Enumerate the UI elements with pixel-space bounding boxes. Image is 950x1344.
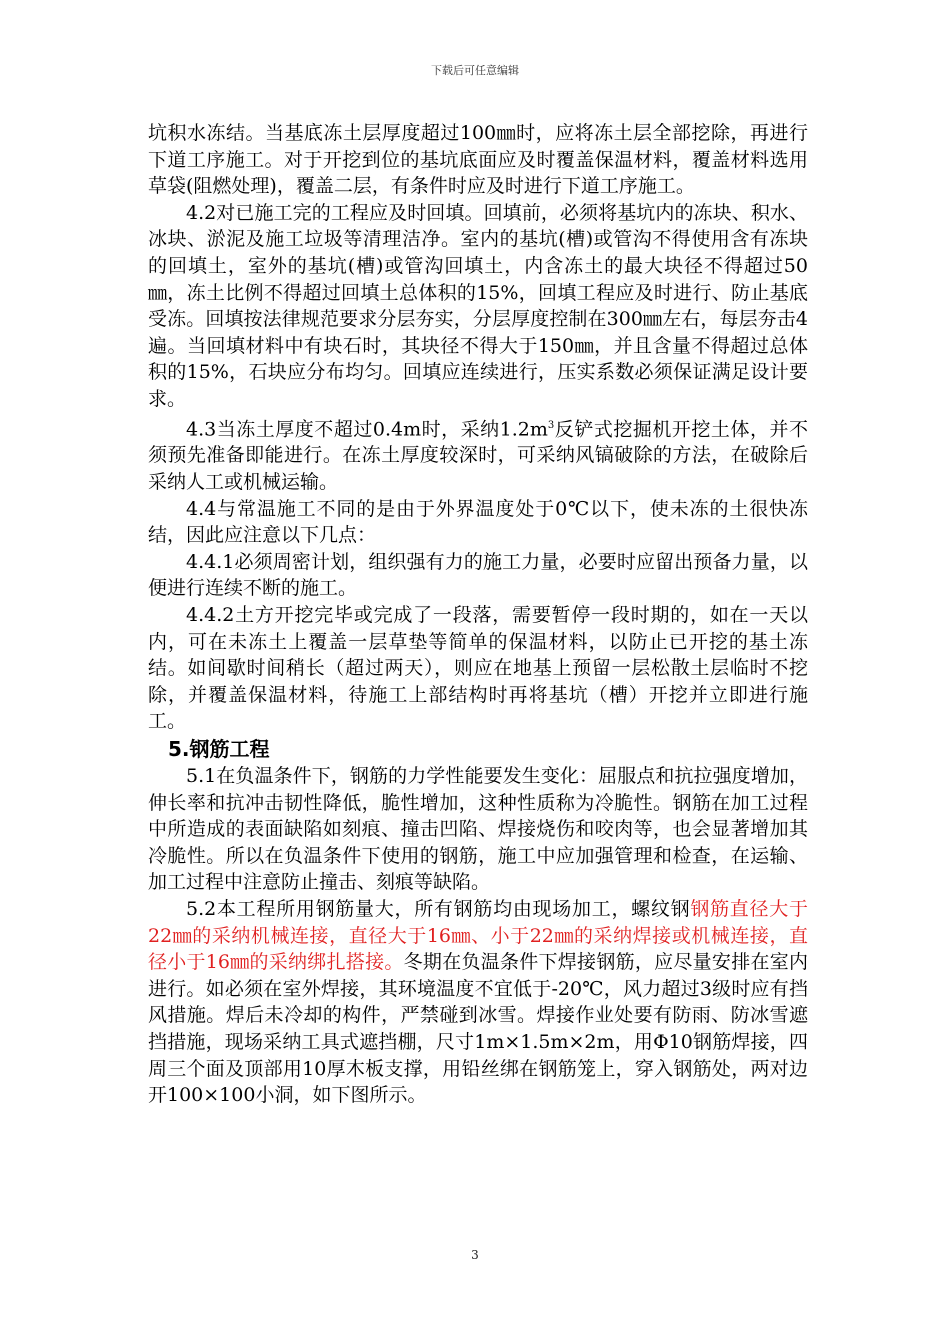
paragraph-5-2	[148, 896, 808, 1109]
paragraph-4-3-part2: 反铲式挖掘机开挖土体，并不须预先准备即能进行。在冻土厚度较深时，可采纳风镐破除的方法，在破除后采纳人工或机械运输。	[148, 417, 808, 494]
paragraph-4-3	[148, 413, 808, 496]
section-heading-5: 5.钢筋工程	[168, 736, 270, 761]
page-number: 3	[471, 1248, 479, 1262]
superscript-3: 3	[547, 419, 555, 431]
paragraph-4-3-part1: 4.3当冻土厚度不超过0.4m时，采纳1.2m	[186, 417, 548, 440]
page-header: 下载后可任意编辑	[431, 64, 519, 77]
document-body	[148, 120, 808, 1109]
highlighted-text: 钢筋直径大于22㎜的采纳机械连接，直径大于16㎜、小于22㎜的采纳焊接或机械连接，直径小于16㎜的采纳绑扎搭接。	[148, 897, 808, 974]
paragraph-5-2-part2: 冬期在负温条件下焊接钢筋，应尽量安排在室内进行。如必须在室外焊接，其环境温度不宜低于-20℃，风力超过3级时应有挡风措施。焊后未冷却的构件，严禁碰到冰雪。焊接作业处要有防雨、防冰雪遮挡措施，现场采纳工具式遮挡棚，尺寸1m×1.5m×2m，用Φ10钢筋焊接，四周三个面及顶部用10厚木板支撑，用铅丝绑在钢筋笼上，穿入钢筋处，两对边开100×100小洞，如下图所示。	[148, 951, 808, 1107]
paragraph-5-1: 5.1在负温条件下，钢筋的力学性能要发生变化：屈服点和抗拉强度增加，伸长率和抗冲击韧性降低，脆性增加，这种性质称为冷脆性。钢筋在加工过程中所造成的表面缺陷如刻痕、撞击凹陷、焊接烧伤和咬肉等，也会显著增加其冷脆性。所以在负温条件下使用的钢筋，施工中应加强管理和检查，在运输、加工过程中注意防止撞击、刻痕等缺陷。	[148, 764, 808, 894]
paragraph-continuation: 坑积水冻结。当基底冻土层厚度超过100㎜时，应将冻土层全部挖除，再进行下道工序施工。对于开挖到位的基坑底面应及时覆盖保温材料，覆盖材料选用草袋(阻燃处理)，覆盖二层，有条件时应及时进行下道工序施工。	[148, 122, 808, 198]
paragraph-5-2-part1: 5.2本工程所用钢筋量大，所有钢筋均由现场加工，螺纹钢	[186, 897, 691, 920]
paragraph-4-4-2: 4.4.2土方开挖完毕或完成了一段落，需要暂停一段时期的，如在一天以内，可在未冻土上覆盖一层草垫等简单的保温材料，以防止已开挖的基土冻结。如间歇时间稍长（超过两天），则应在地基上预留一层松散土层临时不挖除，并覆盖保温材料，待施工上部结构时再将基坑（槽）开挖并立即进行施工。	[148, 604, 808, 733]
paragraph-4-4-1: 4.4.1必须周密计划，组织强有力的施工力量，必要时应留出预备力量，以便进行连续不断的施工。	[148, 550, 808, 600]
paragraph-4-2: 4.2对已施工完的工程应及时回填。回填前，必须将基坑内的冻块、积水、冰块、淤泥及施工垃圾等清理洁净。室内的基坑(槽)或管沟不得使用含有冻块的回填土，室外的基坑(槽)或管沟回填土，内含冻土的最大块径不得超过50㎜，冻土比例不得超过回填土总体积的15%，回填工程应及时进行、防止基底受冻。回填按法律规范要求分层夯实，分层厚度控制在300㎜左右，每层夯击4遍。当回填材料中有块石时，其块径不得大于150㎜，并且含量不得超过总体积的15%，石块应分布均匀。回填应连续进行，压实系数必须保证满足设计要求。	[148, 201, 808, 410]
paragraph-4-4: 4.4与常温施工不同的是由于外界温度处于0℃以下，使未冻的土很快冻结，因此应注意以下几点：	[148, 497, 808, 547]
